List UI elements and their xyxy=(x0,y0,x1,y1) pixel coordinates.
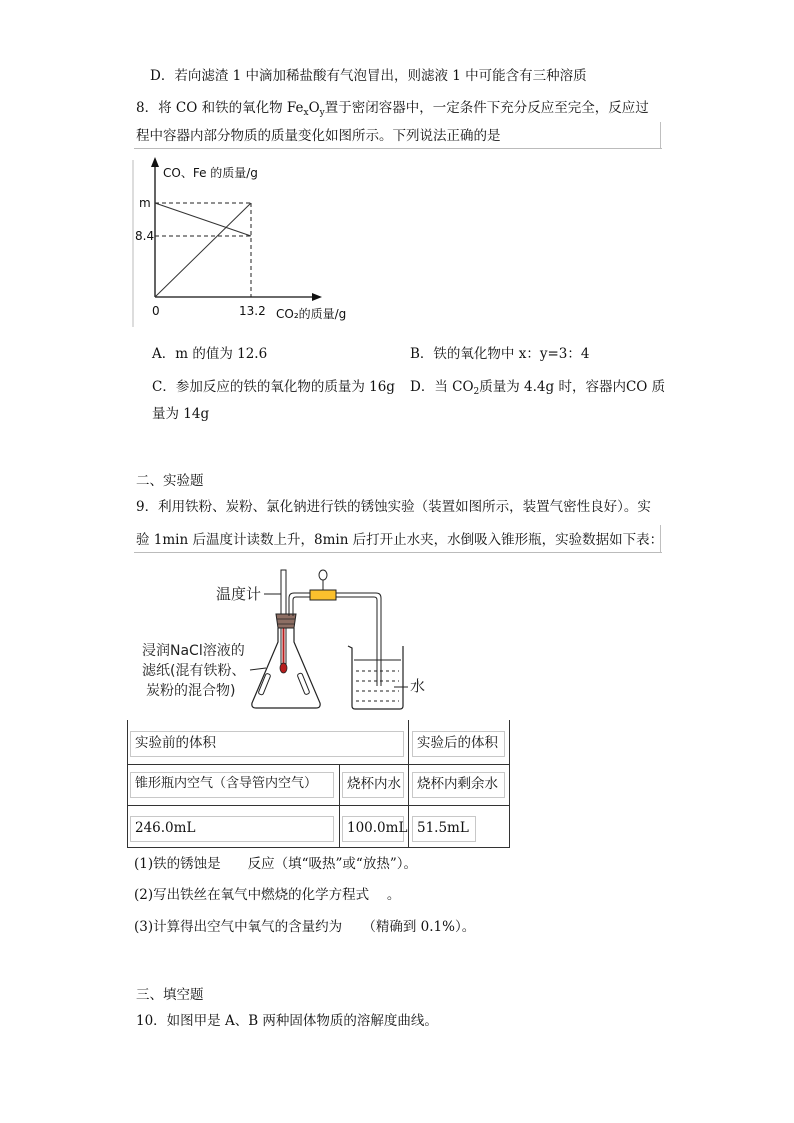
q8-chart xyxy=(130,155,370,330)
q8-sub-x: x xyxy=(303,108,309,118)
q9-sub3: (3)计算得出空气中氧气的含量约为 （精确到 0.1%）。 xyxy=(134,919,476,935)
tube-outer xyxy=(289,593,381,686)
label-thermometer: 温度计 xyxy=(216,585,262,603)
clamp-knob xyxy=(319,570,327,580)
q10-stem: 10．如图甲是 A、B 两种固体物质的溶解度曲线。 xyxy=(136,1013,438,1029)
table-hline-1 xyxy=(127,764,509,765)
q8-option-a: A．m 的值为 12.6 xyxy=(152,346,268,362)
label-paper-2: 滤纸(混有铁粉、 xyxy=(142,663,246,679)
q9-box-top xyxy=(134,552,662,553)
cell-header-before: 实验前的体积 xyxy=(130,731,404,757)
q9-stem-line2: 验 1min 后温度计读数上升，8min 后打开止水夹，水倒吸入锥形瓶，实验数据如下表： xyxy=(136,532,664,548)
x-tick-0: 0 xyxy=(152,304,160,318)
q8-option-d-sub: 2 xyxy=(473,387,480,397)
cell-remaining-water: 烧杯内剩余水 xyxy=(412,772,505,798)
q8-o: O xyxy=(308,100,320,116)
q8-stem-pre: 8．将 CO 和铁的氧化物 Fe xyxy=(136,100,304,116)
q9-sub1: (1)铁的锈蚀是 反应（填“吸热”或“放热”）。 xyxy=(134,856,417,872)
leader-paper xyxy=(250,668,266,670)
section2-title: 二、实验题 xyxy=(136,473,204,489)
x-axis-label: CO₂的质量/g xyxy=(276,307,347,321)
y-axis-arrow xyxy=(151,157,159,167)
label-water: 水 xyxy=(410,677,426,695)
q8-stem-post: 置于密闭容器中，一定条件下充分反应至完全，反应过 xyxy=(324,100,649,116)
q9-box-right xyxy=(660,525,661,552)
table-vline-1 xyxy=(339,764,340,848)
label-paper-1: 浸润NaCl溶液的 xyxy=(142,643,245,659)
rubber-stopper xyxy=(276,614,296,628)
q8-option-d xyxy=(410,378,665,401)
cell-flask-air: 锥形瓶内空气（含导管内空气） xyxy=(130,772,334,798)
x-axis-arrow xyxy=(312,293,322,301)
q8-sub-y: y xyxy=(319,108,325,118)
q8-stem-line1 xyxy=(136,99,649,122)
table-hline-2 xyxy=(127,805,509,806)
cell-val-remaining: 51.5mL xyxy=(412,816,476,842)
q9-apparatus xyxy=(138,560,468,720)
q8-stem-line2: 程中容器内部分物质的质量变化如图所示。下列说法正确的是 xyxy=(136,128,501,144)
q8-option-c: C．参加反应的铁的氧化物的质量为 16g xyxy=(152,379,395,395)
cell-val-air: 246.0mL xyxy=(130,816,334,842)
q8-box-top xyxy=(134,148,662,149)
table-hline-3 xyxy=(127,847,509,848)
q7-option-d: D．若向滤渣 1 中滴加稀盐酸有气泡冒出，则滤液 1 中可能含有三种溶质 xyxy=(150,68,587,84)
table-vline-2 xyxy=(408,720,409,848)
section3-title: 三、填空题 xyxy=(136,987,204,1003)
q8-option-d-line2: 量为 14g xyxy=(152,406,210,422)
y-tick-m: m xyxy=(139,196,151,210)
q8-option-b: B．铁的氧化物中 x：y=3：4 xyxy=(410,346,590,362)
water-clamp xyxy=(310,590,336,600)
q8-option-d-pre: D．当 CO xyxy=(410,379,474,395)
table-left-border xyxy=(127,720,128,848)
series-co-line xyxy=(155,203,251,236)
cell-beaker-water: 烧杯内水 xyxy=(342,772,404,798)
tube-inner xyxy=(293,597,377,686)
q9-stem-line1: 9．利用铁粉、炭粉、氯化钠进行铁的锈蚀实验（装置如图所示，装置气密性良好）。实 xyxy=(136,499,651,515)
beaker xyxy=(348,646,403,709)
q8-option-d-post: 质量为 4.4g 时，容器内CO 质 xyxy=(479,379,666,395)
y-tick-8.4: 8.4 xyxy=(135,229,155,243)
q8-box-right xyxy=(660,122,661,148)
cell-val-water: 100.0mL xyxy=(342,816,404,842)
y-axis-label: CO、Fe 的质量/g xyxy=(163,166,258,180)
label-paper-3: 炭粉的混合物) xyxy=(146,683,236,699)
thermometer-bulb xyxy=(280,663,287,673)
cell-header-after: 实验后的体积 xyxy=(412,731,505,757)
q9-sub2: (2)写出铁丝在氧气中燃烧的化学方程式 。 xyxy=(134,887,401,903)
series-fe-line xyxy=(155,203,251,297)
table-right-border xyxy=(509,720,510,848)
x-tick-13.2: 13.2 xyxy=(239,304,266,318)
